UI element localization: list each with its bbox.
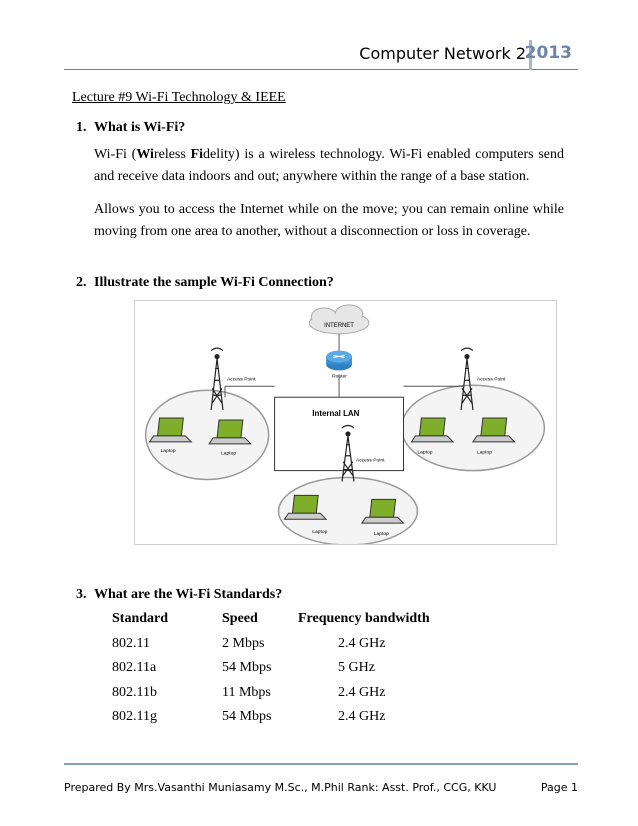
header-speed: Speed — [222, 611, 258, 626]
cell-speed: 11 Mbps — [222, 684, 271, 700]
header-year: 2013 — [524, 43, 572, 63]
question-1-title: What is Wi-Fi? — [94, 120, 186, 135]
lecture-title: Lecture #9 Wi-Fi Technology & IEEE — [72, 90, 286, 105]
header-standard: Standard — [112, 611, 169, 626]
footer-author: Prepared By Mrs.Vasanthi Muniasamy M.Sc., M.Phil Rank: Asst. Prof., CCG, KKU — [64, 781, 497, 794]
laptop-label: Laptop — [417, 450, 433, 456]
router-label: Router — [332, 374, 347, 380]
cell-speed: 54 Mbps — [222, 660, 272, 675]
question-2 — [76, 275, 334, 291]
header-title: Computer Network 2 — [359, 44, 526, 63]
question-3-title: What are the Wi-Fi Standards? — [94, 587, 283, 602]
access-point-label: Access Point — [226, 377, 256, 383]
laptop-label: Laptop — [160, 448, 176, 454]
wifi-connection-diagram — [134, 300, 557, 545]
question-1-paragraph-2: Allows you to access the Internet while on the move; you can remain online while moving from one area to another, without a disconnection or loss in coverage. — [94, 202, 564, 239]
para-text: reless — [153, 147, 191, 162]
router-icon — [326, 351, 352, 371]
question-2-number: 2. — [76, 275, 87, 290]
header-frequency: Frequency bandwidth — [298, 611, 430, 626]
laptop-label: Laptop — [312, 530, 328, 536]
page-number: Page 1 — [540, 781, 578, 794]
question-1 — [76, 120, 185, 136]
cell-speed: 2 Mbps — [222, 635, 265, 651]
table-row — [112, 685, 430, 710]
internal-lan-label: Internal LAN — [312, 409, 360, 419]
cell-speed: 54 Mbps — [222, 709, 272, 724]
table-row — [112, 660, 430, 685]
cell-standard: 802.11 — [112, 635, 150, 651]
para-text: Wi-Fi ( — [94, 147, 137, 162]
laptop-label: Laptop — [373, 532, 389, 538]
cell-frequency: 2.4 GHz — [338, 635, 386, 651]
question-3-number: 3. — [76, 587, 87, 602]
internet-label: INTERNET — [324, 322, 354, 329]
cell-standard: 802.11a — [112, 660, 157, 675]
question-2-title: Illustrate the sample Wi-Fi Connection? — [94, 275, 334, 290]
wifi-standards-table — [112, 611, 430, 734]
question-1-paragraph-1 — [94, 144, 564, 188]
table-row — [112, 636, 430, 661]
cell-frequency: 5 GHz — [338, 660, 375, 675]
para-bold-fi: Fi — [190, 147, 204, 162]
table-row — [112, 709, 430, 734]
cell-frequency: 2.4 GHz — [338, 709, 386, 724]
cell-standard: 802.11g — [112, 709, 157, 724]
laptop-label: Laptop — [476, 450, 493, 456]
cell-frequency: 2.4 GHz — [338, 684, 386, 700]
cell-standard: 802.11b — [112, 684, 157, 700]
access-point-label: Access Point — [476, 377, 506, 383]
para-bold-wi: Wi — [136, 147, 154, 162]
question-3 — [76, 587, 282, 603]
page-footer — [64, 763, 578, 794]
para-text: delity) is a wireless technology. Wi-Fi enabled computers send and receive data indoors and out; anywhere within the range of a base station. — [94, 147, 564, 184]
page-header — [64, 40, 578, 70]
question-1-number: 1. — [76, 120, 87, 135]
laptop-label: Laptop — [221, 451, 237, 457]
table-header-row — [112, 611, 430, 636]
internet-cloud-icon — [309, 305, 369, 334]
access-point-label: Access Point — [355, 458, 385, 464]
